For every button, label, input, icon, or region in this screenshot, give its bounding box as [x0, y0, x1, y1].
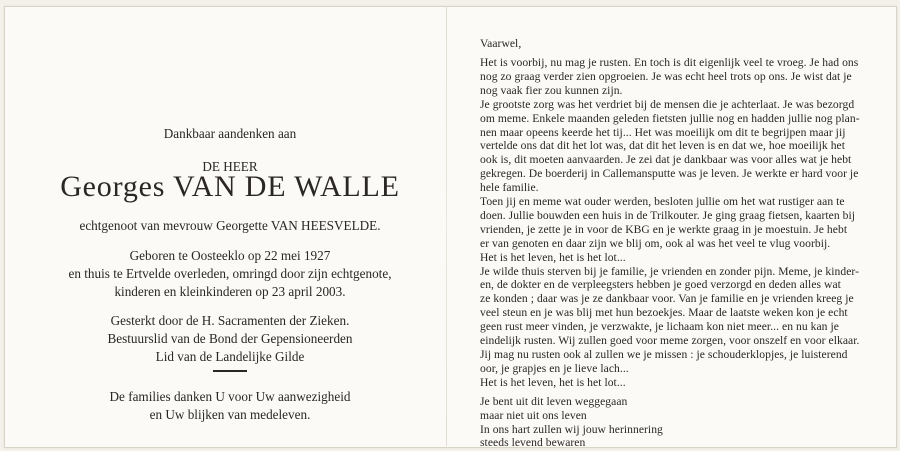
text-line: geen rust meer vinden, je verzwakte, je lichaam kon niet meer... en nu kan je — [480, 320, 839, 334]
text-line: vrienden, je zette je in voor de KBG en je werkte graag in je moestuin. Je hebt — [480, 222, 848, 236]
text-line: vertelde ons dat dit het lot was, dat dit het leven is en dat we, hoe moeilijk het — [480, 139, 846, 153]
text-line: Jij mag nu rusten ook al zullen we je missen : je schouderklopjes, je luisterend — [480, 347, 848, 361]
poem-line: In ons hart zullen wij jouw herinnering — [480, 422, 663, 436]
text-line: nog zo graag verder zien opgroeien. Je was echt heel trots op ons. Je wist dat je — [480, 69, 852, 83]
spouse-line: echtgenoot van mevrouw Georgette VAN HEESVELDE. — [79, 218, 381, 233]
text-line: oor, je grapjes en je lieve lach... — [480, 361, 629, 375]
right-panel — [480, 0, 880, 451]
text-line: veel steun en je was blij met hun bezoekjes. Maar de laatste weken kon je echt — [480, 306, 848, 320]
text-line: nog vaak fier zou kunnen zijn. — [480, 83, 623, 97]
text-line: Je grootste zorg was het verdriet bij de mensen die je achterlaat. Je was bezorgd — [480, 97, 855, 111]
greeting: Vaarwel, — [480, 37, 522, 50]
text-line: om meme. Enkele maanden geleden fietsten jullie nog en hadden jullie nog plan- — [480, 111, 860, 125]
thanks-line-2: en Uw blijken van medeleven. — [149, 407, 311, 422]
card-fold — [446, 6, 447, 446]
text-line: Toen jij en meme wat ouder werden, besloten jullie om het wat rustiger aan te — [480, 195, 845, 208]
text-line: nen maar opeens keerde het tij... Het was moeilijk om dit te begrijpen maar jij — [480, 125, 846, 139]
death-line-2: kinderen en kleinkinderen op 23 april 2003. — [114, 284, 346, 299]
intro-text: Dankbaar aandenken aan — [163, 126, 297, 141]
honorific: DE HEER — [202, 159, 258, 174]
text-line: Het is het leven, het is het lot... — [480, 250, 626, 264]
birth-line: Geboren te Oosteeklo op 22 mei 1927 — [129, 248, 331, 263]
poem-line: maar niet uit ons leven — [480, 408, 587, 422]
text-line: doen. Jullie bouwden een huis in de Trilkouter. Je ging graag fietsen, kaarten bij — [480, 208, 856, 222]
deceased-name: Georges VAN DE WALLE — [60, 170, 400, 203]
member-line-2: Lid van de Landelijke Gilde — [155, 349, 305, 364]
text-line: hele familie. — [480, 181, 539, 195]
thanks-line-1: De families danken U voor Uw aanwezigheid — [109, 389, 351, 404]
text-line: gekregen. De boerderij in Callemansputte was je leven. Je werkte er hard voor je — [480, 167, 859, 181]
text-line: Het is voorbij, nu mag je rusten. En toch is dit eigenlijk veel te vroeg. Je had ons — [480, 56, 859, 69]
sacraments-line: Gesterkt door de H. Sacramenten der Zieken. — [110, 313, 350, 328]
poem-line: steeds levend bewaren — [480, 436, 586, 450]
text-line: ook is, dit moeten aanvaarden. Je zei dat je dankbaar was voor alles wat je hebt — [480, 153, 852, 167]
text-line: ze konden ; daar was je ze dankbaar voor. Van je familie en je vrienden kreeg je — [480, 292, 854, 306]
text-line: er van genoten en daar zijn we blij om, ook al was het veel te vlug voorbij. — [480, 236, 831, 250]
left-panel — [30, 0, 430, 451]
poem-line: Je bent uit dit leven weggegaan — [480, 394, 628, 408]
text-line: eindelijk rusten. Wij zullen goed voor meme zorgen, voor onszelf en voor elkaar. — [480, 334, 860, 347]
text-line: en, de dokter en de verpleegsters hebben je goed verzorgd en deden alles wat — [480, 278, 841, 292]
death-line-1: en thuis te Ertvelde overleden, omringd door zijn echtgenote, — [68, 266, 392, 281]
divider — [213, 370, 247, 372]
text-line: Je wilde thuis sterven bij je familie, je vrienden en zonder pijn. Meme, je kinder- — [480, 264, 859, 278]
member-line-1: Bestuurslid van de Bond der Gepensioneerden — [107, 331, 353, 346]
text-line: Het is het leven, het is het lot... — [480, 375, 626, 389]
